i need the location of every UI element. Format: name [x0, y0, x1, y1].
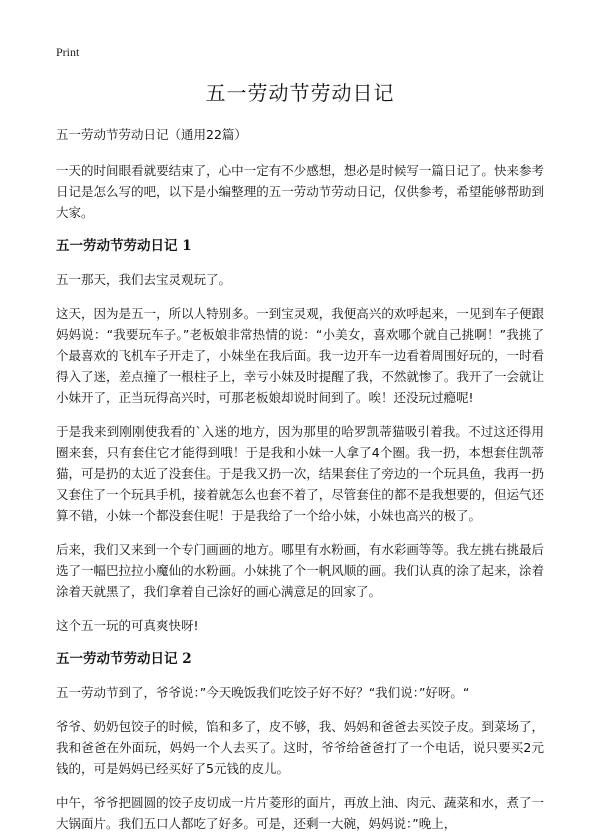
- document-title: 五一劳动节劳动日记: [205, 81, 395, 105]
- paragraph: 后来，我们又来到一个专门画画的地方。哪里有水粉画，有水彩画等等。我左挑右挑最后选了一幅巴拉拉小魔仙的水粉画。小妹挑了个一帆风顺的画。我们认真的涂了起来，涂着涂着天就黑了，我们拿着自己涂好的画心满意足的回家了。: [56, 542, 544, 599]
- paragraph: 这天，因为是五一，所以人特别多。一到宝灵观，我便高兴的欢呼起来，一见到车子便跟妈妈说：“我要玩车子。”老板娘非常热情的说：“小美女，喜欢哪个就自己挑啊！”我挑了个最喜欢的飞机车子开走了，小妹坐在我后面。我一边开车一边看着周围好玩的，一时看得入了迷，差点撞了一根柱子上，幸亏小妹及时提醒了我，不然就惨了。我开了一会就让小妹开了，正当玩得高兴时，可那老板娘却说时间到了。唉！还没玩过瘾呢!: [56, 306, 544, 405]
- paragraph: 中午，爷爷把圆圆的饺子皮切成一片片菱形的面片，再放上油、肉元、蔬菜和水，煮了一大锅面片。我们五口人都吃了好多。可是，还剩一大碗，妈妈说：”晚上，: [56, 795, 544, 831]
- paragraph: 五一那天，我们去宝灵观玩了。: [56, 272, 232, 287]
- paragraph: 爷爷、奶奶包饺子的时候，馅和多了，皮不够，我、妈妈和爸爸去买饺子皮。到菜场了，我和爸爸在外面玩，妈妈一个人去买了。这时，爷爷给爸爸打了一个电话，说只要买2元钱的，可是妈妈已经买好了5元钱的皮儿。: [56, 719, 544, 776]
- print-link[interactable]: Print: [56, 45, 80, 59]
- paragraph: 于是我来到刚刚使我看的`入迷的地方，因为那里的哈罗凯蒂猫吸引着我。不过这还得用圈来套，只有套住它才能得到哦！于是我和小妹一人拿了4个圈。我一扔，本想套住凯蒂猫，可是扔的太近了没套住。于是我又扔一次，结果套住了旁边的一个玩具鱼，我再一扔又套住了一个玩具手机，接着就怎么也套不着了，尽管套住的都不是我想要的，但运气还算不错，小妹一个都没套住呢！于是我给了一个给小妹，小妹也高兴的极了。: [56, 424, 544, 523]
- intro-paragraph: 一天的时间眼看就要结束了，心中一定有不少感想，想必是时候写一篇日记了。快来参考日记是怎么写的吧，以下是小编整理的五一劳动节劳动日记，仅供参考，希望能够帮助到大家。: [56, 163, 544, 220]
- paragraph: 五一劳动节到了，爷爷说：”今天晚饭我们吃饺子好不好？“我们说：”好呀。“: [56, 685, 470, 700]
- document-subtitle: 五一劳动节劳动日记（通用22篇）: [56, 127, 247, 142]
- section-heading-2: 五一劳动节劳动日记 2: [56, 651, 192, 667]
- section-heading-1: 五一劳动节劳动日记 1: [56, 238, 192, 254]
- paragraph: 这个五一玩的可真爽快呀!: [56, 618, 199, 633]
